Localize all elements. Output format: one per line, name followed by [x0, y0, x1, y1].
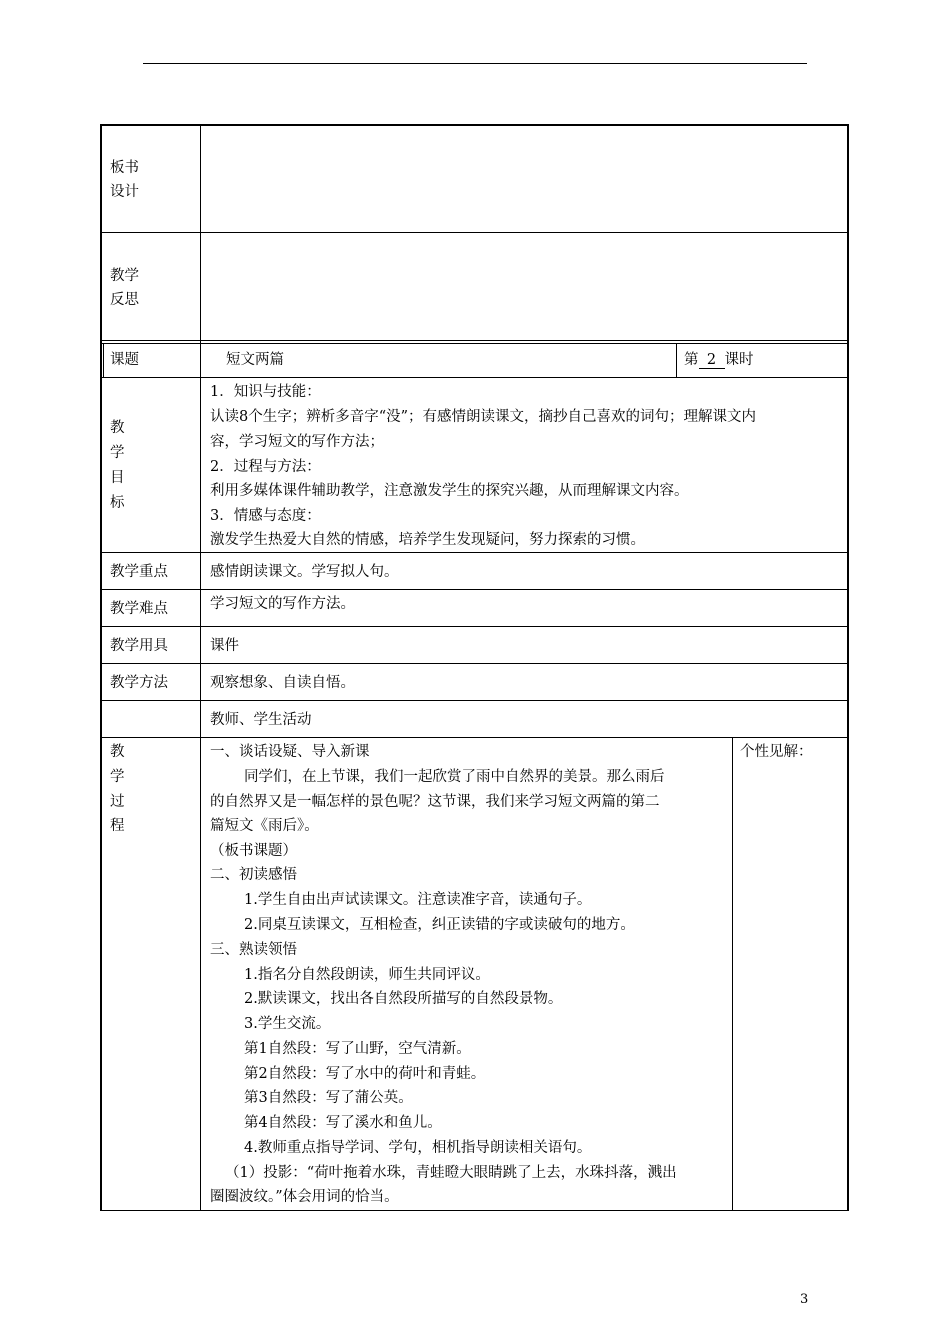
objectives-label-0: 教: [110, 420, 125, 436]
difficulty-label: 教学难点: [110, 601, 168, 617]
process-line: 4.教师重点指导学词、学句，相机指导朗读相关语句。: [244, 1140, 592, 1156]
objectives-label-1: 学: [110, 445, 125, 461]
process-line: 第2自然段：写了水中的荷叶和青蛙。: [244, 1066, 486, 1082]
process-label-3: 程: [110, 818, 125, 834]
process-line: 2.默读课文，找出各自然段所描写的自然段景物。: [244, 991, 563, 1007]
process-line: 三、熟读领悟: [210, 942, 297, 958]
process-label-1: 学: [110, 769, 125, 785]
process-line: 圈圈波纹。”体会用词的恰当。: [210, 1189, 399, 1205]
objective-line: 利用多媒体课件辅助教学，注意激发学生的探究兴趣，从而理解课文内容。: [210, 483, 689, 499]
difficulty-value: 学习短文的写作方法。: [210, 596, 355, 612]
objectives-label-3: 标: [110, 495, 125, 511]
tools-label: 教学用具: [110, 638, 168, 654]
process-line: 3.学生交流。: [244, 1016, 331, 1032]
page-number: 3: [800, 1292, 809, 1307]
key-point-label: 教学重点: [110, 564, 168, 580]
key-point-value: 感情朗读课文。学写拟人句。: [210, 564, 399, 580]
personal-notes-label: 个性见解：: [740, 744, 813, 760]
process-line: 第3自然段：写了蒲公英。: [244, 1090, 413, 1106]
objective-line: 2．过程与方法：: [210, 459, 321, 475]
process-line: 二、初读感悟: [210, 867, 297, 883]
lesson-period: [684, 351, 754, 369]
method-value: 观察想象、自读自悟。: [210, 675, 355, 691]
process-line: 第1自然段：写了山野，空气清新。: [244, 1041, 471, 1057]
objective-line: 认读8个生字；辨析多音字“没”；有感情朗读课文，摘抄自己喜欢的词句；理解课文内: [210, 409, 757, 425]
period-number: 2: [699, 353, 725, 369]
period-prefix: 第: [684, 352, 699, 368]
process-line: 的自然界又是一幅怎样的景色呢？这节课，我们来学习短文两篇的第二: [210, 794, 660, 810]
process-line: 一、谈话设疑、导入新课: [210, 744, 370, 760]
process-line: （1）投影：“荷叶拖着水珠，青蛙瞪大眼睛跳了上去，水珠抖落，溅出: [225, 1165, 677, 1181]
process-line: 1.指名分自然段朗读，师生共同评议。: [244, 967, 490, 983]
board-design-label-1: 板书: [110, 160, 139, 176]
reflection-label-2: 反思: [110, 292, 139, 308]
process-line: 第4自然段：写了溪水和鱼儿。: [244, 1115, 442, 1131]
lesson-title: 短文两篇: [226, 352, 284, 368]
objective-line: 容，学习短文的写作方法；: [210, 434, 384, 450]
process-label-2: 过: [110, 794, 125, 810]
lesson-label: 课题: [110, 352, 139, 368]
reflection-label-1: 教学: [110, 268, 139, 284]
process-line: （板书课题）: [210, 843, 297, 859]
board-design-label-2: 设计: [110, 184, 139, 200]
header-rule: [143, 63, 807, 64]
period-suffix: 课时: [724, 352, 754, 368]
tools-value: 课件: [210, 638, 239, 654]
process-line: 2.同桌互读课文，互相检查，纠正读错的字或读破句的地方。: [244, 917, 635, 933]
objective-line: 1．知识与技能：: [210, 384, 321, 400]
process-line: 同学们，在上节课，我们一起欣赏了雨中自然界的美景。那么雨后: [244, 769, 665, 785]
activities-header: 教师、学生活动: [210, 712, 312, 728]
objective-line: 3．情感与态度：: [210, 508, 321, 524]
objective-line: 激发学生热爱大自然的情感，培养学生发现疑问，努力探索的习惯。: [210, 532, 645, 548]
process-label-0: 教: [110, 744, 125, 760]
method-label: 教学方法: [110, 675, 168, 691]
objectives-label-2: 目: [110, 470, 125, 486]
process-line: 1.学生自由出声试读课文。注意读准字音，读通句子。: [244, 892, 592, 908]
process-line: 篇短文《雨后》。: [210, 818, 319, 834]
